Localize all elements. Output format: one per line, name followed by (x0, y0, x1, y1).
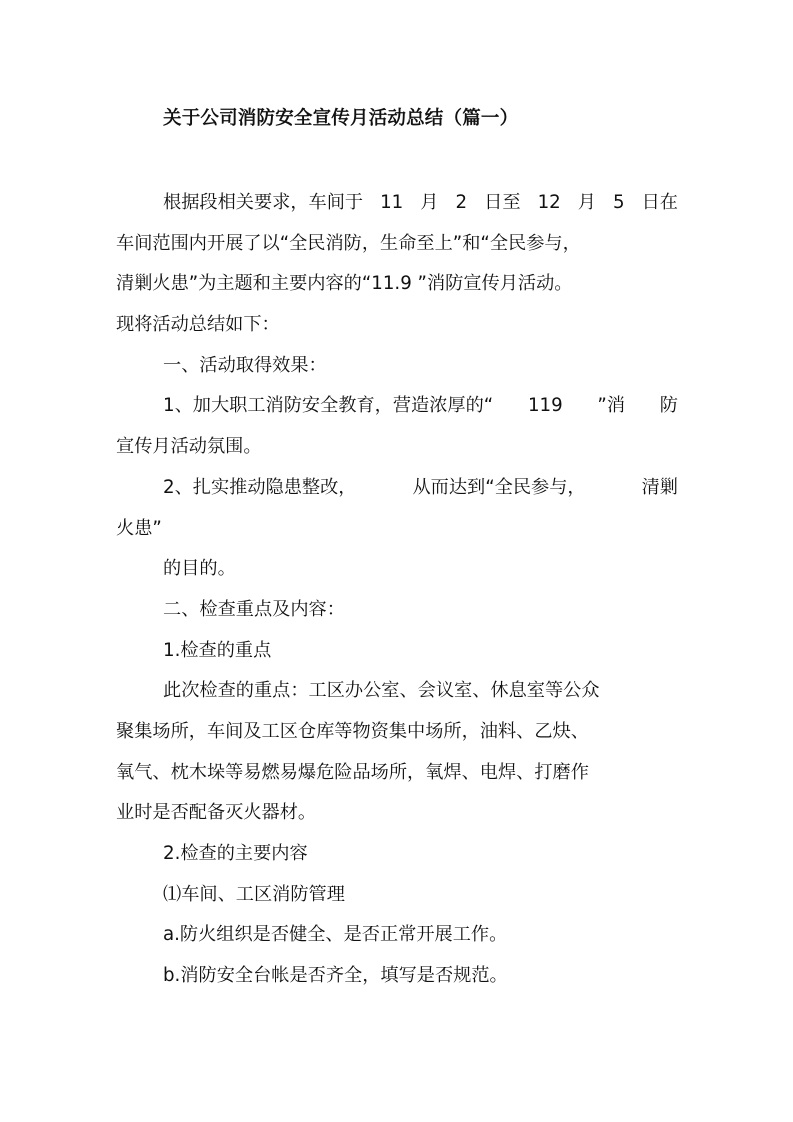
focus-paragraph-line-4: 业时是否配备灭火器材。 (116, 802, 317, 824)
text-segment: 日至 (484, 192, 521, 213)
focus-paragraph-line-3: 氧气、枕木垛等易燃易爆危险品场所，氧焊、电焊、打磨作 (116, 761, 589, 783)
document-title: 关于公司消防安全宣传月活动总结（篇一） (163, 108, 519, 129)
item-2-line-3: 的目的。 (163, 558, 236, 580)
text-segment: 11 (380, 192, 404, 213)
paragraph-1-line-4: 现将活动总结如下： (116, 314, 280, 336)
section-heading-inspection: 二、检查重点及内容： (163, 598, 345, 620)
focus-paragraph-line-1: 此次检查的重点：工区办公室、会议室、休息室等公众 (163, 680, 600, 702)
document-body (116, 183, 678, 997)
paragraph-1-line-1 (116, 183, 678, 224)
text-segment: 月 (420, 192, 439, 213)
list-item-management: ⑴车间、工区消防管理 (163, 883, 345, 905)
list-item-b: b.消防安全台帐是否齐全，填写是否规范。 (163, 965, 508, 987)
text-segment: 2 (455, 192, 468, 213)
text-segment: 1、加大职工消防安全教育，营造浓厚的“ (163, 395, 494, 417)
text-segment: 2、扎实推动隐患整改， (163, 476, 357, 498)
focus-paragraph-line-2: 聚集场所，车间及工区仓库等物资集中场所，油料、乙炔、 (116, 720, 589, 742)
text-segment: 12 (537, 192, 561, 213)
subheading-focus: 1.检查的重点 (163, 639, 272, 661)
list-item-a: a.防火组织是否健全、是否正常开展工作。 (163, 924, 508, 946)
text-segment: 5 (612, 192, 625, 213)
text-segment: 月 (577, 192, 596, 213)
text-segment: 防 (659, 395, 678, 417)
text-segment: 日在 (641, 192, 678, 213)
item-2-line-2: 火患” (116, 517, 162, 539)
paragraph-1-line-2: 车间范围内开展了以“全民消防，生命至上”和“全民参与， (116, 232, 581, 254)
text-segment: 根据段相关要求，车间于 (163, 192, 364, 213)
text-segment: 清剿 (641, 476, 678, 498)
item-2-line-1 (116, 468, 678, 509)
section-heading-effects: 一、活动取得效果： (163, 354, 327, 376)
item-1-line-2: 宣传月活动氛围。 (116, 436, 262, 458)
text-segment: 119 (527, 395, 563, 417)
item-1-line-1 (116, 386, 678, 427)
subheading-main-content: 2.检查的主要内容 (163, 843, 308, 864)
text-segment: ”消 (597, 395, 626, 417)
text-segment: 从而达到“全民参与， (412, 476, 586, 498)
paragraph-1-line-3: 清剿火患”为主题和主要内容的“11.9 ”消防宣传月活动。 (116, 273, 573, 295)
